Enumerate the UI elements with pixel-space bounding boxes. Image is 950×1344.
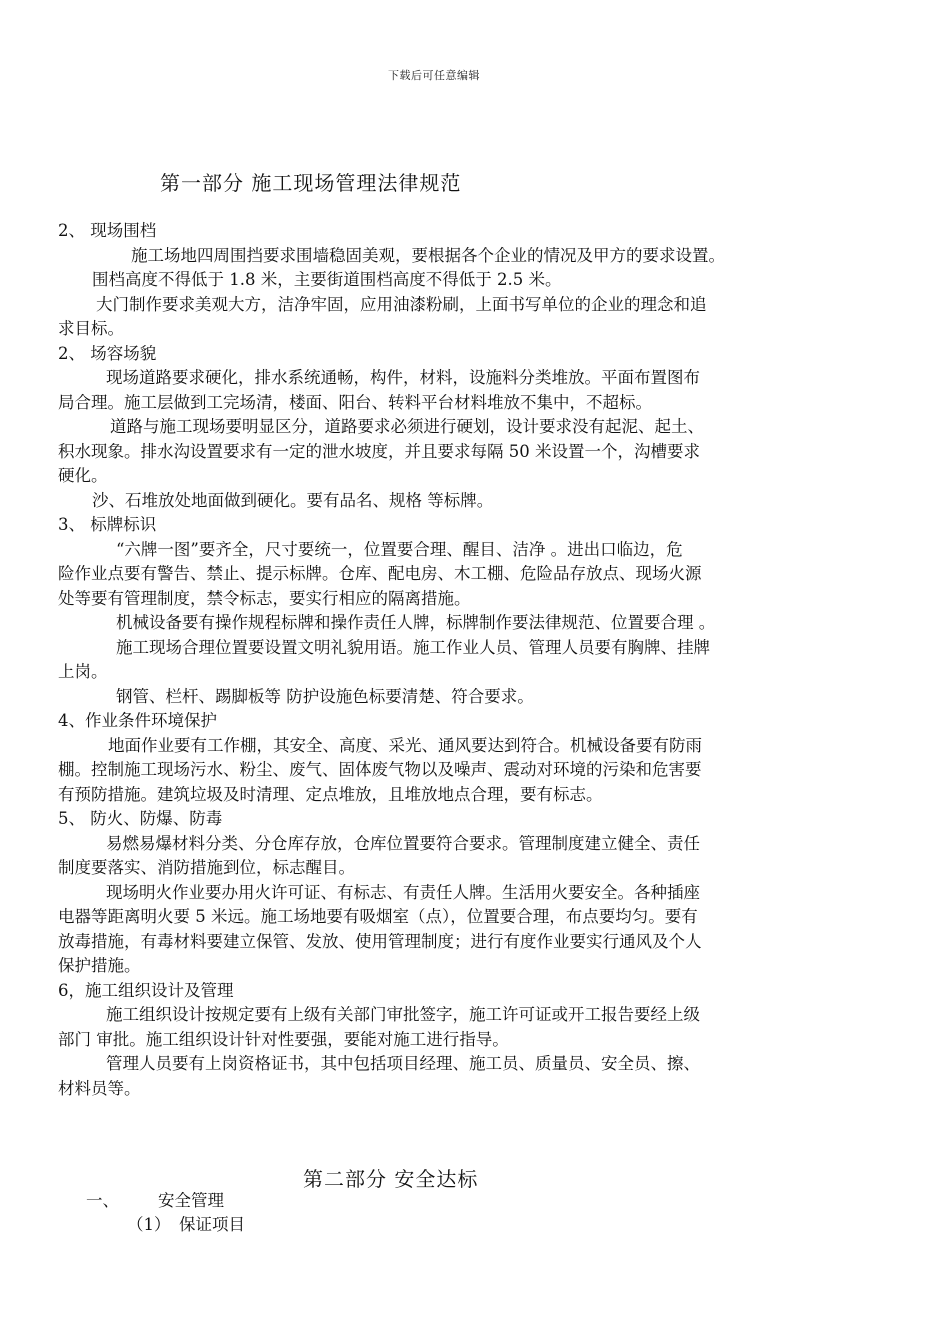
text-line: 部门 审批。施工组织设计针对性要强，要能对施工进行指导。 (58, 1029, 509, 1049)
text-line: 求目标。 (58, 319, 124, 338)
text-line: 材料员等。 (58, 1078, 141, 1098)
text-line: 2、 场容场貌 (58, 343, 157, 363)
text-line: 机械设备要有操作规程标牌和操作责任人牌，标牌制作要法律规范、位置要合理 。 (116, 613, 716, 632)
text-line: 处等要有管理制度，禁令标志，要实行相应的隔离措施。 (58, 588, 471, 608)
text-line: 钢管、栏杆、踢脚板等 防护设施色标要清楚、符合要求。 (116, 686, 534, 706)
document-body (58, 219, 810, 1101)
text-line: 3、 标牌标识 (58, 515, 157, 534)
text-line: 硬化。 (58, 466, 108, 485)
section-one-heading (86, 1189, 224, 1214)
text-line: 地面作业要有工作棚，其安全、高度、采光、通风要达到符合。机械设备要有防雨 (108, 735, 702, 755)
header-note: 下载后可任意编辑 (388, 69, 480, 82)
text-line: 5、 防火、防爆、防毒 (58, 809, 223, 828)
text-line: 电器等距离明火要 5 米远。施工场地要有吸烟室（点），位置要合理，布点要均匀。要有 (58, 907, 698, 926)
section-one-text: 安全管理 (158, 1191, 224, 1210)
text-line: 2、 现场围档 (58, 221, 157, 240)
text-line: 放毒措施，有毒材料要建立保管、发放、使用管理制度；进行有度作业要实行通风及个人 (58, 931, 702, 951)
text-line: 上岗。 (58, 662, 108, 681)
text-line: 现场道路要求硬化，排水系统通畅，构件，材料，设施料分类堆放。平面布置图布 (106, 368, 700, 387)
text-line: 制度要落实、消防措施到位，标志醒目。 (58, 858, 355, 877)
text-line: 围档高度不得低于 1.8 米，主要街道围档高度不得低于 2.5 米。 (92, 270, 562, 289)
subsection-heading (127, 1213, 245, 1238)
subsection-number: （1） (127, 1215, 171, 1234)
text-line: 道路与施工现场要明显区分，道路要求必须进行硬划，设计要求没有起泥、起土、 (110, 417, 704, 436)
text-line: 沙、石堆放处地面做到硬化。要有品名、规格 等标牌。 (92, 490, 494, 510)
text-line: 施工现场合理位置要设置文明礼貌用语。施工作业人员、管理人员要有胸牌、挂牌 (116, 637, 710, 657)
text-line: 棚。控制施工现场污水、粉尘、废气、固体废气物以及噪声、震动对环境的污染和危害要 (58, 760, 702, 779)
text-line: “六牌一图”要齐全，尺寸要统一，位置要合理、醒目、洁净 。进出口临边，危 (116, 539, 683, 559)
text-line: 现场明火作业要办用火许可证、有标志、有责任人牌。生活用火要安全。各种插座 (106, 882, 700, 902)
text-line: 保护措施。 (58, 956, 141, 975)
text-line: 积水现象。排水沟设置要求有一定的泄水坡度，并且要求每隔 50 米设置一个，沟槽要求 (58, 441, 700, 461)
part1-title: 第一部分 施工现场管理法律规范 (160, 171, 462, 195)
text-line: 4、作业条件环境保护 (58, 711, 217, 730)
text-line: 局合理。施工层做到工完场清，楼面、阳台、转料平台材料堆放不集中，不超标。 (58, 392, 652, 412)
subsection-text: 保证项目 (179, 1215, 245, 1234)
text-line: 易燃易爆材料分类、分仓库存放，仓库位置要符合要求。管理制度建立健全、责任 (106, 833, 700, 853)
section-one-number: 一、 (86, 1191, 119, 1210)
text-line: 6，施工组织设计及管理 (58, 980, 234, 1000)
text-line: 险作业点要有警告、禁止、提示标牌。仓库、配电房、木工棚、危险品存放点、现场火源 (58, 564, 702, 583)
text-line: 施工组织设计按规定要有上级有关部门审批签字，施工许可证或开工报告要经上级 (106, 1005, 700, 1024)
text-line: 管理人员要有上岗资格证书，其中包括项目经理、施工员、质量员、安全员、擦、 (106, 1054, 700, 1073)
part2-title: 第二部分 安全达标 (303, 1167, 479, 1191)
text-line: 大门制作要求美观大方，洁净牢固，应用油漆粉刷，上面书写单位的企业的理念和追 (96, 294, 707, 314)
text-line: 有预防措施。建筑垃圾及时清理、定点堆放，且堆放地点合理，要有标志。 (58, 784, 603, 804)
text-line: 施工场地四周围挡要求围墙稳固美观，要根据各个企业的情况及甲方的要求设置。 (131, 245, 725, 265)
